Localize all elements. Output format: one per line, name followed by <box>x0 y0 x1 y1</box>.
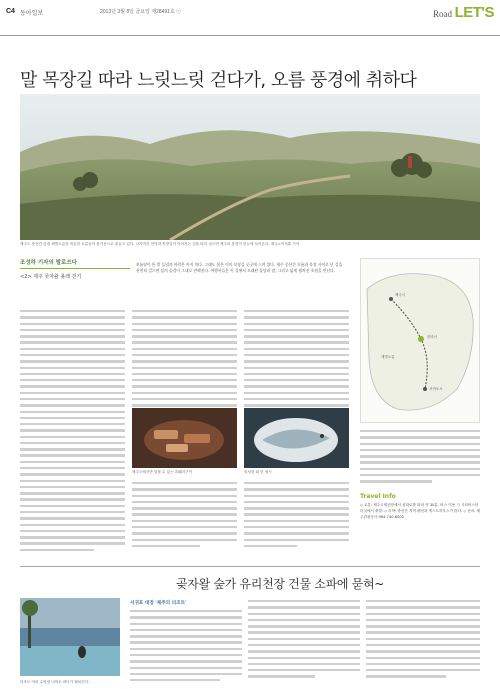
text-block <box>132 482 237 547</box>
text-block <box>244 482 349 547</box>
map-label: 한라산 <box>427 335 438 339</box>
text-block <box>360 430 480 483</box>
fish-photo <box>244 408 349 468</box>
lead-paragraph: 보름달이 뜬 밤 들녘의 바람은 아직 차다. 그래도 봄은 이미 목장길 곳곳에 스며 있다. 제주 중산간 오름과 목장 사이로 난 길을 천천히 걸으면 섬의 숨결이 그대로 전해진다. 여행자들은 이 길에서 오래된 돌담과 말, 그리고 넓게 펼쳐진 초원을 만난다. <box>136 262 343 273</box>
page-number: C4 <box>6 8 15 15</box>
grilled-pork-image <box>132 408 237 468</box>
article-column <box>366 600 480 682</box>
headline: 말 목장길 따라 느릿느릿 걷다가, 오름 풍경에 취하다 <box>20 70 417 91</box>
travel-info-text: ◇ 교통: 제주국제공항에서 평화로를 따라 약 30분. 버스 이용 시 시외버스터미널에서 출발. ◇ 숙박: 중산간 지역 펜션과 게스트하우스가 많다. ◇ 문의: 제주관광공사 064-740-6000 <box>360 503 481 519</box>
hero-caption: 제주도 중산간 일대 새별오름을 비롯한 오름들이 봄기운으로 물들고 있다. 나지막한 언덕과 목장길이 이어지는 길을 따라 걸으면 제주의 풍경이 한눈에 들어온다. 제주=이지훈 기자 <box>20 242 300 246</box>
map-graphic <box>361 259 479 422</box>
masthead <box>0 0 500 36</box>
article-column <box>248 600 360 682</box>
food-caption: 제주도에서만 맛볼 수 있는 흑돼지구이 <box>132 470 193 474</box>
article-column <box>20 310 125 555</box>
text-block <box>248 600 360 678</box>
sub-headline: 곶자왈 숲가 유리천장 건물 소파에 묻혀~ <box>176 577 385 591</box>
series-box <box>20 258 130 300</box>
issue-date: 2013년 3월 8일 금요일 제28491호 ⓒ <box>100 9 182 15</box>
article-column <box>244 482 349 551</box>
route-map <box>360 258 480 423</box>
section-label: Road <box>433 9 452 19</box>
text-block <box>130 610 242 681</box>
article-column <box>132 482 237 551</box>
travel-info-title: Travel Info <box>360 493 396 500</box>
map-label: 새별오름 <box>381 355 395 359</box>
map-label: 서귀포시 <box>429 387 443 391</box>
text-block <box>366 600 480 678</box>
sub-kicker: 서귀포 대정 '제주의 리조트' <box>130 601 187 606</box>
fish-caption: 싱싱한 회 한 접시 <box>244 470 272 474</box>
food-photo <box>132 408 237 468</box>
text-block <box>20 310 125 551</box>
hero-photo <box>20 94 480 240</box>
series-title: <2> 제주 곶자왈 올레 걷기 <box>20 274 82 280</box>
section-logo: LET'S <box>454 4 494 21</box>
sashimi-image <box>244 408 349 468</box>
section-divider <box>20 566 480 567</box>
resort-pool-image <box>20 598 120 676</box>
pool-photo <box>20 598 120 676</box>
article-column <box>130 610 242 685</box>
map-label: 제주시 <box>395 293 406 297</box>
landscape-illustration <box>20 94 480 240</box>
article-column <box>360 430 480 487</box>
newspaper-name: 동아일보 <box>20 11 44 17</box>
series-tag: 조성하 기자의 발로쓰다 <box>20 258 130 269</box>
pool-caption: 리조트 야외 수영장 너머로 바다가 펼쳐진다. <box>20 680 90 684</box>
